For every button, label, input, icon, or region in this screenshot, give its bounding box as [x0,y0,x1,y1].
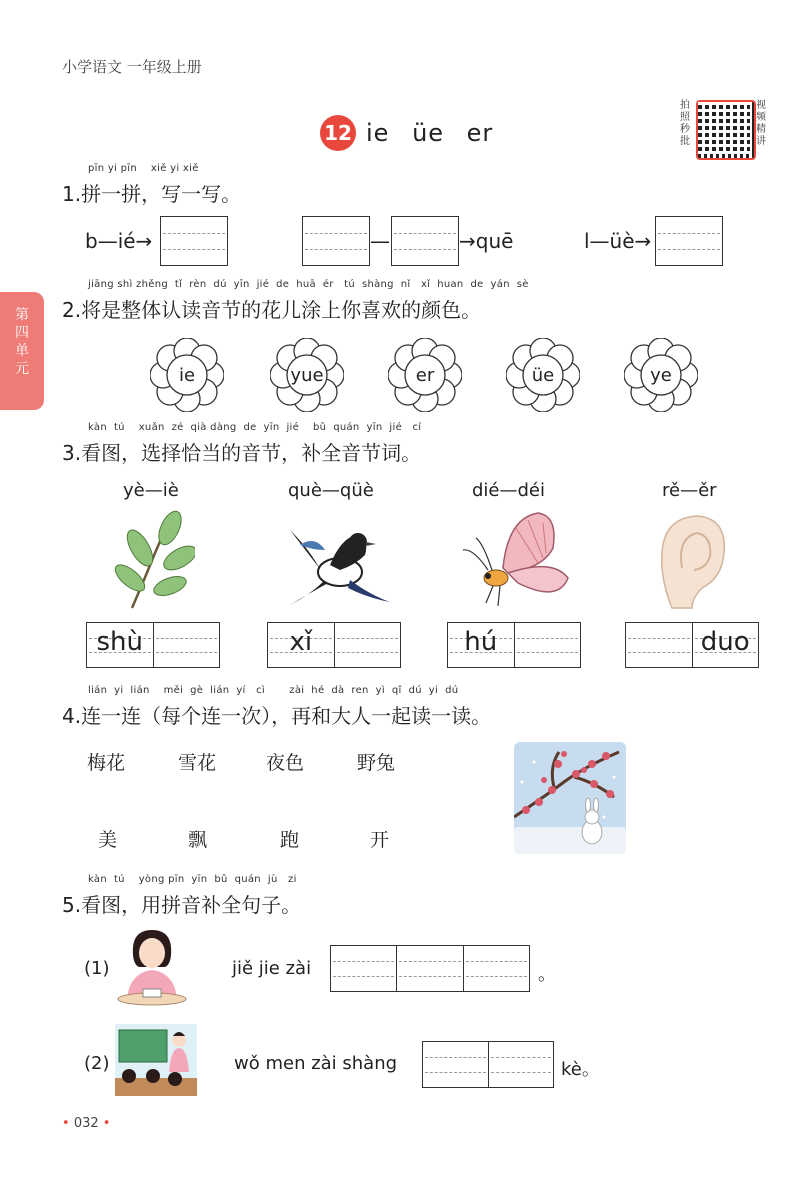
unit-tab [0,292,44,410]
q4-top-word[interactable]: 夜色 [266,752,305,774]
q4-top-word[interactable]: 雪花 [178,752,217,774]
q1-item2-dash: — [370,229,390,253]
q5-item1-suffix: 。 [538,964,556,985]
classroom-image [115,1024,197,1096]
q4-top-word[interactable]: 野兔 [357,752,396,774]
q1-pinyin: pīn yi pīn xiě yi xiě [88,163,199,174]
flower-label: yue [290,364,324,386]
q5-item2-number: (2) [84,1053,110,1074]
flower-5[interactable] [624,338,698,412]
q5-item2-prefix: wǒ men zài shàng [234,1053,398,1074]
answer-blank[interactable] [154,623,220,667]
flower-4[interactable] [506,338,580,412]
q1-item2-box-b[interactable] [391,216,459,266]
q4-top-word[interactable]: 梅花 [87,752,126,774]
q1-item3-syllable: l—üè→ [584,229,652,253]
flower-label: ie [178,364,196,386]
q5-item2-suffix: kè。 [561,1059,600,1080]
q2-pinyin: jiāng shì zhěng tǐ rèn dú yīn jié de huā ér tú shàng nǐ xǐ huan de yán sè [88,279,529,290]
girl-reading-image [115,925,190,1007]
answer-cell [448,623,515,667]
answer-text: xǐ [289,627,313,657]
q3-answer-box-2[interactable] [267,622,401,668]
q1-item3-box[interactable] [655,216,723,266]
answer-text: shù [96,627,143,657]
qr-right-label: 视频精讲 [756,100,766,147]
q1-title: 1.拼一拼，写一写。 [62,182,242,206]
answer-blank[interactable] [626,623,693,667]
qr-left-label: 拍照秒批 [680,100,690,147]
magpie-icon [270,510,395,610]
flower-label: er [415,364,435,386]
q5-item1-number: (1) [84,958,110,979]
q1-item1-box[interactable] [160,216,228,266]
lesson-heading [320,115,493,151]
q5-pinyin: kàn tú yòng pīn yīn bǔ quán jù zi [88,874,297,885]
answer-cell [693,623,759,667]
answer-cell [87,623,154,667]
q4-bottom-word[interactable]: 飘 [188,829,208,851]
page-number-text: 032 [73,1116,99,1131]
butterfly-icon [458,508,573,613]
q3-answer-box-3[interactable] [447,622,581,668]
lesson-number-badge: 12 [320,115,356,151]
flower-1[interactable] [150,338,224,412]
q3-option-3: dié—déi [472,480,546,501]
q5-title: 5.看图，用拼音补全句子。 [62,893,302,917]
answer-blank[interactable] [489,1042,554,1087]
qr-code-block[interactable] [680,100,766,158]
q1-item2-box-a[interactable] [302,216,370,266]
answer-blank[interactable] [515,623,581,667]
q5-item2-answer-box[interactable] [422,1041,554,1088]
leaf-icon [110,508,195,613]
ear-icon [652,508,732,613]
plum-rabbit-scene-image [514,742,626,854]
q4-title: 4.连一连（每个连一次），再和大人一起读一读。 [62,704,492,728]
q4-bottom-word[interactable]: 开 [370,829,390,851]
q4-bottom-word[interactable]: 跑 [280,829,300,851]
book-header: 小学语文 一年级上册 [62,58,202,76]
unit-tab-label: 第四单元 [15,307,29,377]
flower-2[interactable] [270,338,344,412]
answer-blank[interactable] [397,946,463,991]
q3-option-4: rě—ěr [662,480,717,501]
q3-option-1: yè—iè [123,480,179,501]
q3-title: 3.看图，选择恰当的音节，补全音节词。 [62,441,422,465]
dot-icon: • [62,1116,74,1131]
answer-blank[interactable] [331,946,397,991]
answer-blank[interactable] [423,1042,489,1087]
q2-title: 2.将是整体认读音节的花儿涂上你喜欢的颜色。 [62,298,482,322]
answer-blank[interactable] [335,623,401,667]
q4-bottom-word[interactable]: 美 [98,829,118,851]
q3-pinyin: kàn tú xuǎn zé qià dàng de yīn jié bǔ quán yīn jié cí [88,422,422,433]
answer-cell [268,623,335,667]
q1-item2-syllable: →quē [459,229,514,253]
answer-text: duo [700,627,750,657]
qr-pattern [698,102,750,154]
flower-label: üe [531,364,555,386]
q3-answer-box-1[interactable] [86,622,220,668]
page-number [62,1116,110,1131]
q5-item1-prefix: jiě jie zài [232,958,312,979]
lesson-title: ie üe er [366,119,494,147]
q3-option-2: què—qüè [288,480,374,501]
flower-label: ye [650,364,672,386]
q5-item1-answer-box[interactable] [330,945,530,992]
flower-3[interactable] [388,338,462,412]
answer-blank[interactable] [464,946,529,991]
q4-pinyin: lián yi lián měi gè lián yí cì zài hé dà ren yì qǐ dú yi dú [88,685,459,696]
answer-text: hú [464,627,498,657]
q1-item1-syllable: b—ié→ [85,229,153,253]
dot-icon: • [98,1116,111,1131]
q3-answer-box-4[interactable] [625,622,759,668]
